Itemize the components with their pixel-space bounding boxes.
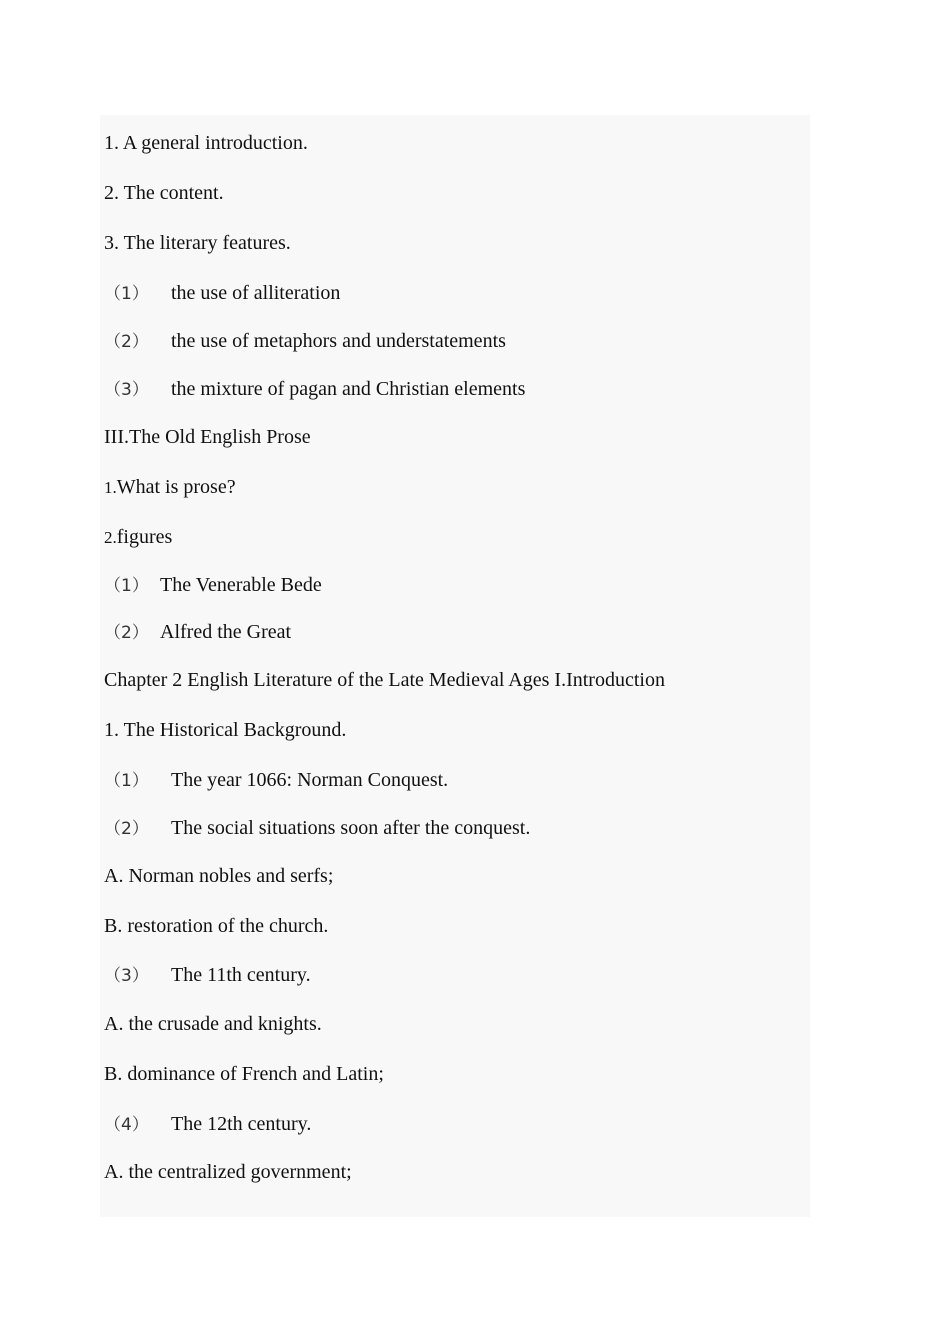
item-marker: （2） xyxy=(104,332,149,352)
item-marker: （2） xyxy=(104,819,149,839)
item-marker: （3） xyxy=(104,380,149,400)
outline-item: 3. The literary features. xyxy=(104,232,291,254)
outline-subitem: （1） The year 1066: Norman Conquest. xyxy=(104,767,448,794)
outline-item: A. the crusade and knights. xyxy=(104,1013,322,1035)
outline-item: B. restoration of the church. xyxy=(104,915,329,937)
outline-subitem: （2） Alfred the Great xyxy=(104,619,291,646)
outline-item: 2.figures xyxy=(104,526,173,548)
outline-subitem: （4） The 12th century. xyxy=(104,1111,311,1138)
outline-item: 1.What is prose? xyxy=(104,476,236,498)
item-marker: （1） xyxy=(104,576,149,596)
outline-subitem: （2） the use of metaphors and understatements xyxy=(104,328,506,355)
outline-subitem: （1） the use of alliteration xyxy=(104,280,340,307)
outline-subitem: （1） The Venerable Bede xyxy=(104,572,322,599)
outline-item: 2. The content. xyxy=(104,182,224,204)
outline-subitem: （2） The social situations soon after the conquest. xyxy=(104,815,530,842)
item-marker: （1） xyxy=(104,771,149,791)
item-marker: （4） xyxy=(104,1115,149,1135)
section-heading: III.The Old English Prose xyxy=(104,426,311,448)
outline-item: B. dominance of French and Latin; xyxy=(104,1063,384,1085)
outline-subitem: （3） the mixture of pagan and Christian elements xyxy=(104,376,525,403)
item-marker: （1） xyxy=(104,284,149,304)
outline-subitem: （3） The 11th century. xyxy=(104,962,311,989)
chapter-heading: Chapter 2 English Literature of the Late Medieval Ages I.Introduction xyxy=(104,669,665,691)
outline-item: 1. The Historical Background. xyxy=(104,719,347,741)
outline-item: A. the centralized government; xyxy=(104,1161,352,1183)
item-marker: （2） xyxy=(104,623,149,643)
item-marker: （3） xyxy=(104,966,149,986)
outline-item: 1. A general introduction. xyxy=(104,132,308,154)
outline-item: A. Norman nobles and serfs; xyxy=(104,865,334,887)
